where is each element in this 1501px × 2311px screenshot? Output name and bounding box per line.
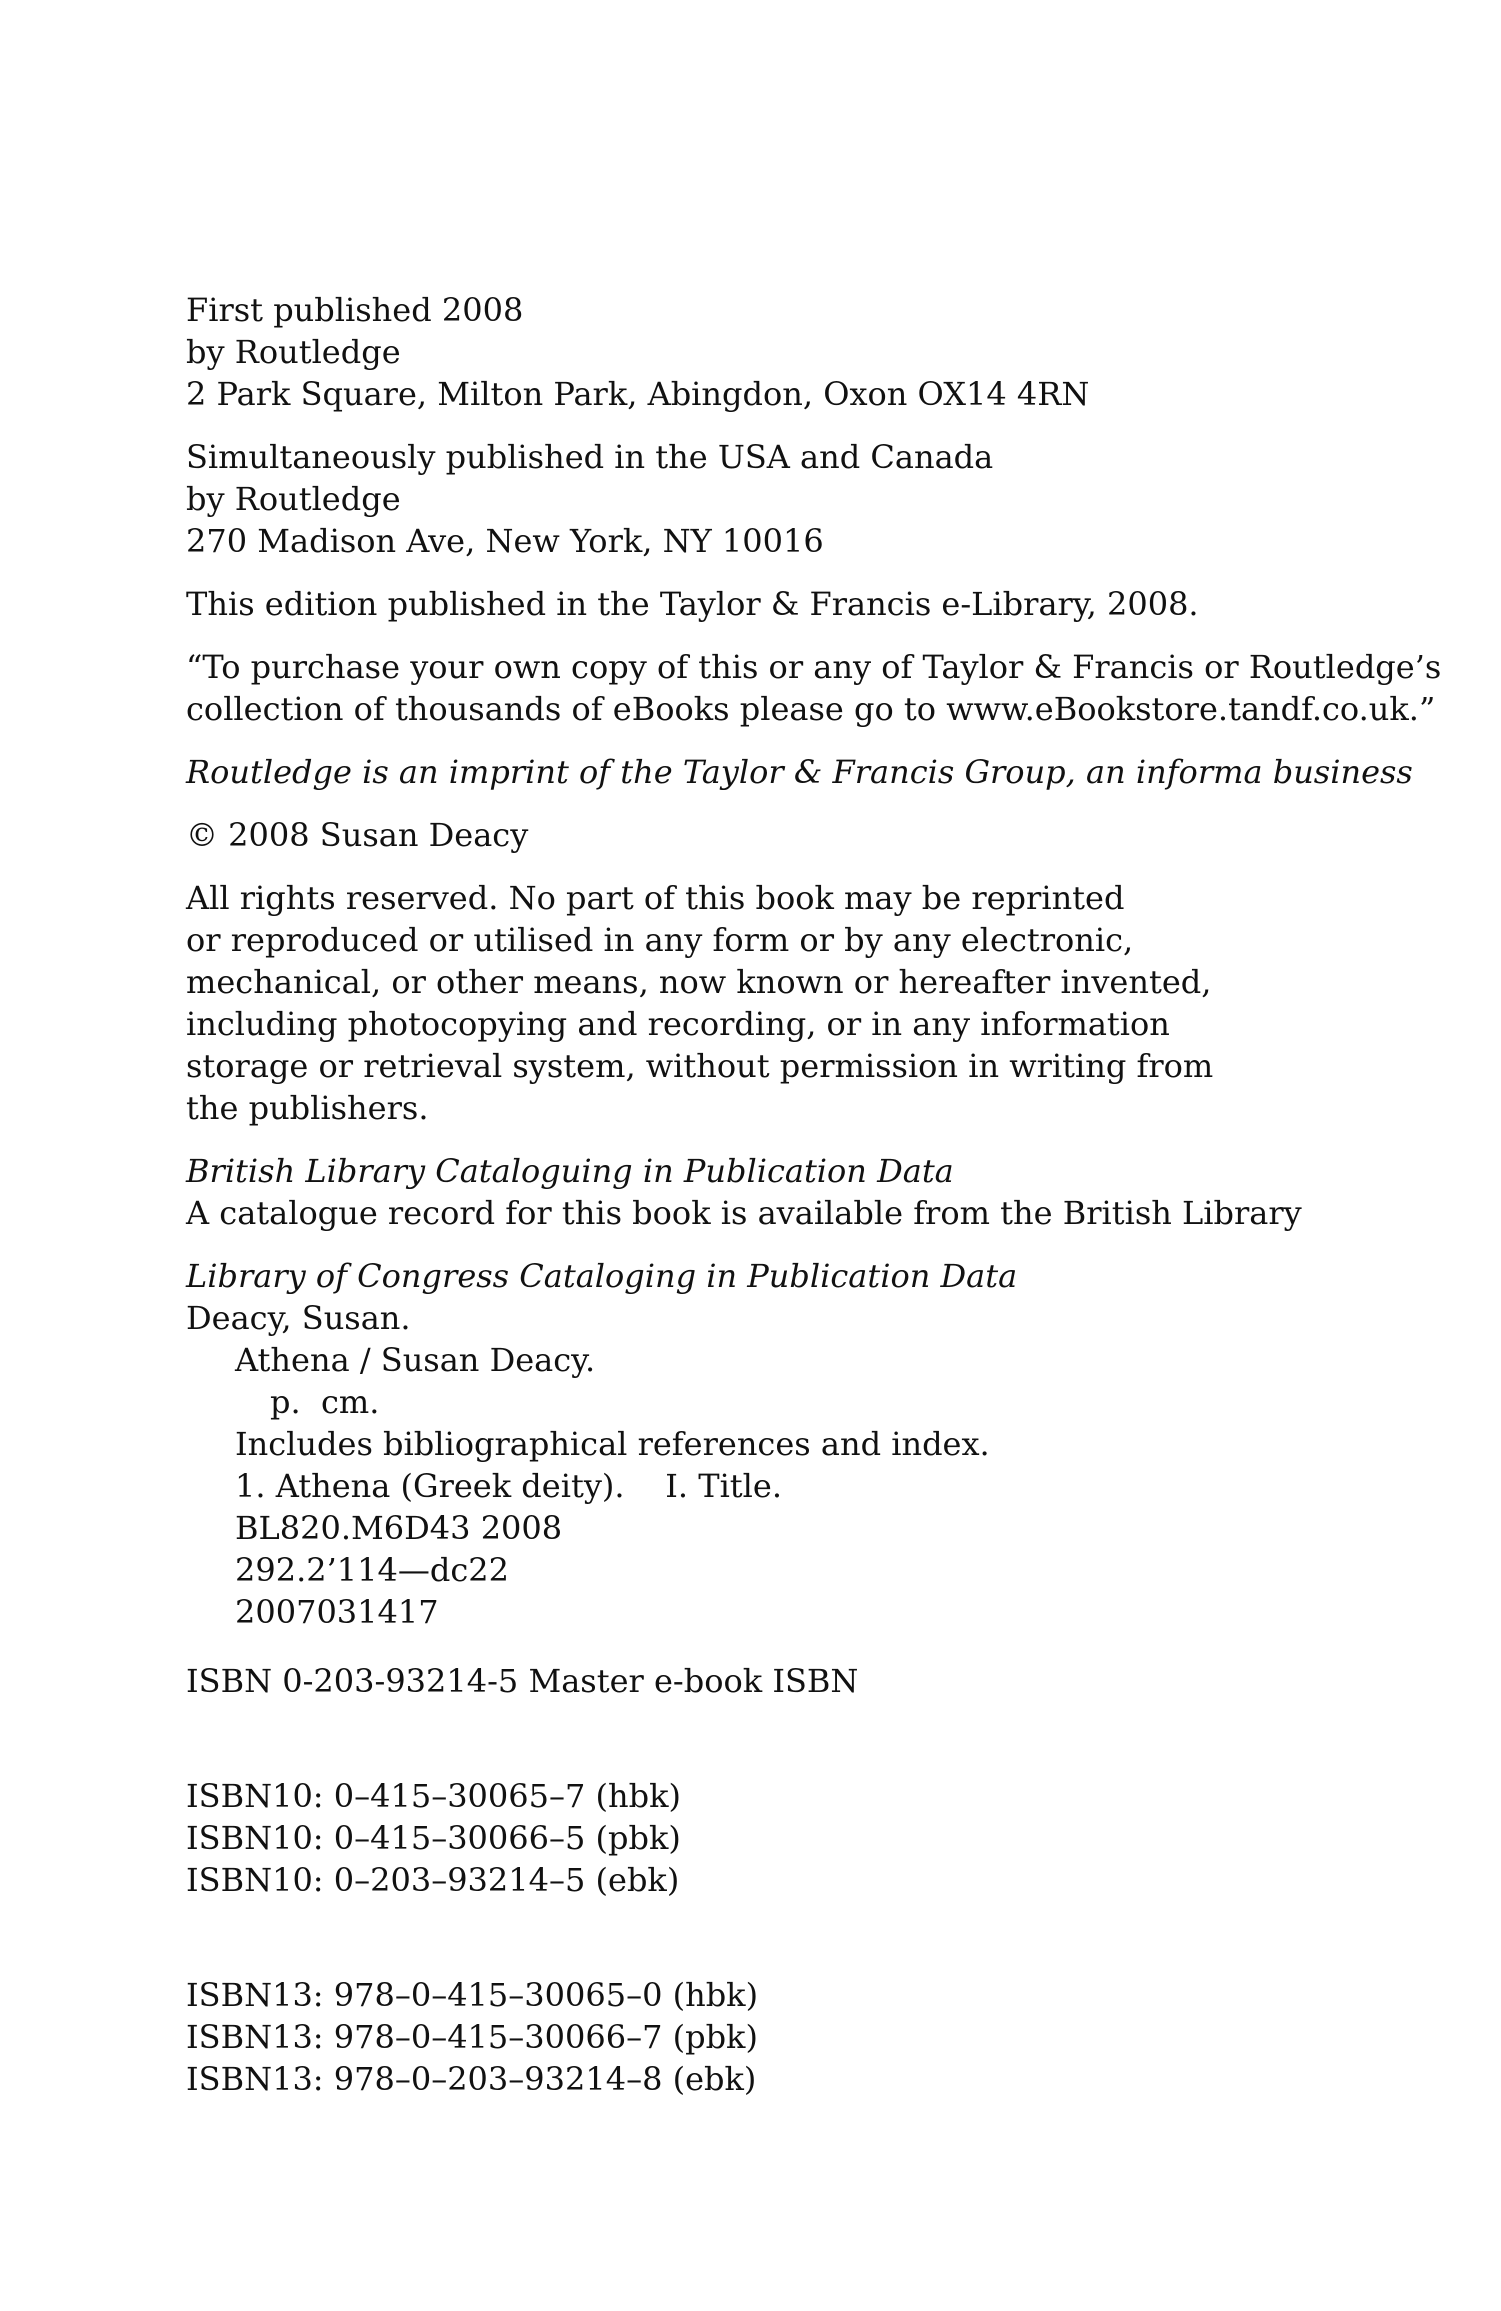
- loc-title: Athena / Susan Deacy.: [235, 1341, 596, 1379]
- copyright-page: [186, 289, 1442, 2100]
- purchase-note: [186, 646, 1442, 730]
- loc-author: Deacy, Susan.: [186, 1299, 411, 1337]
- isbn10-hbk: ISBN10: 0–415–30065–7 (hbk): [186, 1777, 681, 1815]
- rights-line: including photocopying and recording, or in any information: [186, 1005, 1170, 1043]
- library-of-congress-block: [186, 1255, 1386, 1633]
- rights-line: mechanical, or other means, now known or hereafter invented,: [186, 963, 1212, 1001]
- publisher-line: by Routledge: [186, 333, 401, 371]
- purchase-note-line-1: “To purchase your own copy of this or any of Taylor & Francis or Routledge’s: [186, 648, 1442, 686]
- imprint-note-text: Routledge is an imprint of the Taylor & Francis Group, an informa business: [186, 753, 1413, 791]
- loc-lccn: 2007031417: [235, 1593, 439, 1631]
- loc-heading: Library of Congress Cataloging in Publication Data: [186, 1257, 1018, 1295]
- rights-line: storage or retrieval system, without permission in writing from: [186, 1047, 1214, 1085]
- isbn13-pbk: ISBN13: 978–0–415–30066–7 (pbk): [186, 2018, 758, 2056]
- publisher-address: 2 Park Square, Milton Park, Abingdon, Oxon OX14 4RN: [186, 375, 1090, 413]
- first-published-block: [186, 289, 1386, 415]
- usa-publisher-address: 270 Madison Ave, New York, NY 10016: [186, 522, 824, 560]
- imprint-note: [186, 751, 1413, 793]
- simultaneous-publication-line: Simultaneously published in the USA and Canada: [186, 438, 994, 476]
- loc-dewey: 292.2’114—dc22: [235, 1551, 509, 1589]
- rights-line: All rights reserved. No part of this book may be reprinted: [186, 879, 1125, 917]
- purchase-note-line-2: collection of thousands of eBooks please go to www.eBookstore.tandf.co.uk.”: [186, 690, 1436, 728]
- isbn10-pbk: ISBN10: 0–415–30066–5 (pbk): [186, 1819, 681, 1857]
- master-isbn-block: [186, 1660, 1386, 1702]
- loc-notes: Includes bibliographical references and index.: [235, 1425, 990, 1463]
- copyright-notice: [186, 814, 1386, 856]
- first-published-line: First published 2008: [186, 291, 524, 329]
- rights-line: the publishers.: [186, 1089, 429, 1127]
- rights-statement: [186, 877, 1386, 1129]
- british-library-text: A catalogue record for this book is available from the British Library: [186, 1194, 1302, 1232]
- loc-call-number: BL820.M6D43 2008: [235, 1509, 563, 1547]
- isbn13-list: [186, 1974, 1386, 2100]
- isbn10-list: [186, 1775, 1386, 1901]
- isbn13-ebk: ISBN13: 978–0–203–93214–8 (ebk): [186, 2060, 757, 2098]
- edition-note: [186, 583, 1386, 625]
- copyright-text: © 2008 Susan Deacy: [186, 816, 529, 854]
- isbn13-hbk: ISBN13: 978–0–415–30065–0 (hbk): [186, 1976, 759, 2014]
- loc-pages: p. cm.: [270, 1383, 380, 1421]
- rights-line: or reproduced or utilised in any form or by any electronic,: [186, 921, 1134, 959]
- isbn10-ebk: ISBN10: 0–203–93214–5 (ebk): [186, 1861, 680, 1899]
- usa-publisher-line: by Routledge: [186, 480, 401, 518]
- master-isbn: ISBN 0-203-93214-5 Master e-book ISBN: [186, 1662, 859, 1700]
- british-library-heading: British Library Cataloguing in Publication Data: [186, 1152, 954, 1190]
- british-library-block: [186, 1150, 1386, 1234]
- usa-canada-block: [186, 436, 1386, 562]
- edition-note-text: This edition published in the Taylor & Francis e-Library, 2008.: [186, 585, 1199, 623]
- loc-subjects: 1. Athena (Greek deity). I. Title.: [235, 1467, 782, 1505]
